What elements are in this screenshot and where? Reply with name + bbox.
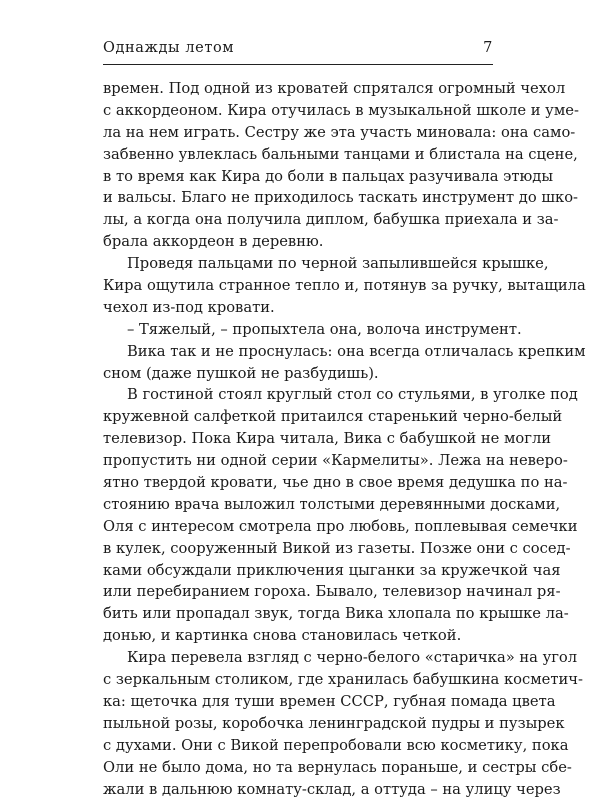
text-line: жали в дальнюю комнату-склад, а оттуда – на улицу через xyxy=(103,779,493,800)
paragraph xyxy=(103,647,493,800)
text-line: ла на нем играть. Сестру же эта участь миновала: она само- xyxy=(103,122,493,144)
text-line: в кулек, сооруженный Викой из газеты. Позже они с сосед- xyxy=(103,538,493,560)
text-line: пропустить ни одной серии «Кармелиты». Лежа на неверо- xyxy=(103,450,493,472)
text-line: ка: щеточка для туши времен СССР, губная помада цвета xyxy=(103,691,493,713)
text-line: Кира перевела взгляд с черно-белого «старичка» на угол xyxy=(103,647,493,669)
text-line: с зеркальным столиком, где хранилась бабушкина косметич- xyxy=(103,669,493,691)
text-line: в то время как Кира до боли в пальцах разучивала этюды xyxy=(103,166,493,188)
text-line: стоянию врача выложил толстыми деревянными досками, xyxy=(103,494,493,516)
page-number: 7 xyxy=(483,40,493,56)
text-line: Оля с интересом смотрела про любовь, поплевывая семечки xyxy=(103,516,493,538)
body-text xyxy=(103,78,493,800)
text-line: телевизор. Пока Кира читала, Вика с бабушкой не могли xyxy=(103,428,493,450)
text-line: забвенно увлеклась бальными танцами и блистала на сцене, xyxy=(103,144,493,166)
running-head xyxy=(103,40,493,62)
text-line: и вальсы. Благо не приходилось таскать инструмент до шко- xyxy=(103,187,493,209)
text-line: лы, а когда она получила диплом, бабушка приехала и за- xyxy=(103,209,493,231)
paragraph xyxy=(103,384,493,647)
running-head-title: Однажды летом xyxy=(103,40,234,56)
text-line: брала аккордеон в деревню. xyxy=(103,231,493,253)
text-line: или перебиранием гороха. Бывало, телевизор начинал ря- xyxy=(103,581,493,603)
paragraph xyxy=(103,341,493,385)
text-line: ятно твердой кровати, чье дно в свое время дедушка по на- xyxy=(103,472,493,494)
text-line: ками обсуждали приключения цыганки за кружечкой чая xyxy=(103,560,493,582)
text-line: В гостиной стоял круглый стол со стульями, в уголке под xyxy=(103,384,493,406)
text-line: с духами. Они с Викой перепробовали всю косметику, пока xyxy=(103,735,493,757)
text-line: Оли не было дома, но та вернулась пораньше, и сестры сбе- xyxy=(103,757,493,779)
text-line: кружевной салфеткой притаился старенький черно-белый xyxy=(103,406,493,428)
text-line: Проведя пальцами по черной запылившейся крышке, xyxy=(103,253,493,275)
text-line: сном (даже пушкой не разбудишь). xyxy=(103,363,493,385)
paragraph xyxy=(103,319,493,341)
text-line: – Тяжелый, – пропыхтела она, волоча инструмент. xyxy=(103,319,493,341)
text-line: времен. Под одной из кроватей спрятался огромный чехол xyxy=(103,78,493,100)
text-line: донью, и картинка снова становилась четкой. xyxy=(103,625,493,647)
paragraph xyxy=(103,78,493,253)
text-line: пыльной розы, коробочка ленинградской пудры и пузырек xyxy=(103,713,493,735)
header-rule xyxy=(103,64,493,65)
text-line: чехол из-под кровати. xyxy=(103,297,493,319)
text-line: с аккордеоном. Кира отучилась в музыкальной школе и уме- xyxy=(103,100,493,122)
text-line: Кира ощутила странное тепло и, потянув за ручку, вытащила xyxy=(103,275,493,297)
text-line: Вика так и не проснулась: она всегда отличалась крепким xyxy=(103,341,493,363)
text-line: бить или пропадал звук, тогда Вика хлопала по крышке ла- xyxy=(103,603,493,625)
paragraph xyxy=(103,253,493,319)
